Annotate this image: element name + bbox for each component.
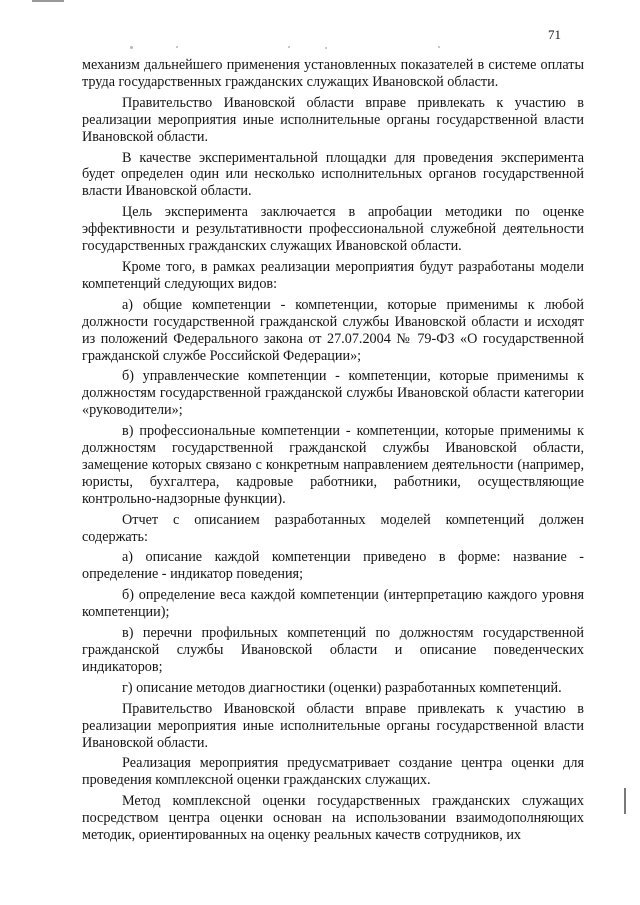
list-item: г) описание методов диагностики (оценки) разработанных компетенций. <box>122 679 562 696</box>
list-item: в) профессиональные компетенции - компетенции, которые применимы к должностям государственной гражданской службы Ивановской области, замещение которых связано с конкретным направлением деятельности (например, юристы, бухгалтера, кадровые работники, работники, осуществляющие контрольно-надзорные функции). <box>82 423 584 507</box>
scan-margin-mark <box>624 788 626 814</box>
paragraph: Цель эксперимента заключается в апробации методики по оценке эффективности и результативности профессиональной служебной деятельности государственных гражданских служащих Ивановской области. <box>82 204 584 255</box>
paragraph: Правительство Ивановской области вправе привлекать к участию в реализации мероприятия иные исполнительные органы государственной власти Ивановской области. <box>82 700 584 751</box>
list-item: а) описание каждой компетенции приведено в форме: название - определение - индикатор поведения; <box>82 549 584 583</box>
page-number: 71 <box>548 27 561 42</box>
document-body <box>82 57 584 848</box>
paragraph: Реализация мероприятия предусматривает создание центра оценки для проведения комплексной оценки гражданских служащих. <box>82 755 584 789</box>
scan-dot <box>176 46 178 48</box>
scan-dot <box>288 46 290 48</box>
paragraph: Метод комплексной оценки государственных гражданских служащих посредством центра оценки основан на использовании взаимодополняющих методик, ориентированных на оценку реальных качеств сотрудников, их <box>82 793 584 844</box>
paragraph: Правительство Ивановской области вправе привлекать к участию в реализации мероприятия иные исполнительные органы государственной власти Ивановской области. <box>82 94 584 145</box>
list-item: б) определение веса каждой компетенции (интерпретацию каждого уровня компетенции); <box>82 587 584 621</box>
scan-edge-mark <box>32 0 64 2</box>
paragraph: Кроме того, в рамках реализации мероприятия будут разработаны модели компетенций следующих видов: <box>82 258 584 292</box>
list-item: в) перечни профильных компетенций по должностям государственной гражданской службы Ивановской области и описание поведенческих индикаторов; <box>82 625 584 675</box>
paragraph: Отчет с описанием разработанных моделей компетенций должен содержать: <box>82 511 584 545</box>
list-item: б) управленческие компетенции - компетенции, которые применимы к должностям государственной гражданской службы Ивановской области категории «руководители»; <box>82 368 584 419</box>
scan-dot <box>325 47 327 49</box>
paragraph: В качестве экспериментальной площадки для проведения эксперимента будет определен один или несколько исполнительных органов государственной власти Ивановской области. <box>82 149 584 200</box>
list-item: а) общие компетенции - компетенции, которые применимы к любой должности государственной гражданской службы Ивановской области и исходят из положений Федерального закона от 27.07.2004 № 79-ФЗ «О государственной гражданской службе Российской Федерации»; <box>82 296 584 364</box>
scan-dot <box>130 46 133 49</box>
paragraph: механизм дальнейшего применения установленных показателей в системе оплаты труда государственных гражданских служащих Ивановской области. <box>82 57 584 90</box>
scan-dot <box>438 46 440 48</box>
